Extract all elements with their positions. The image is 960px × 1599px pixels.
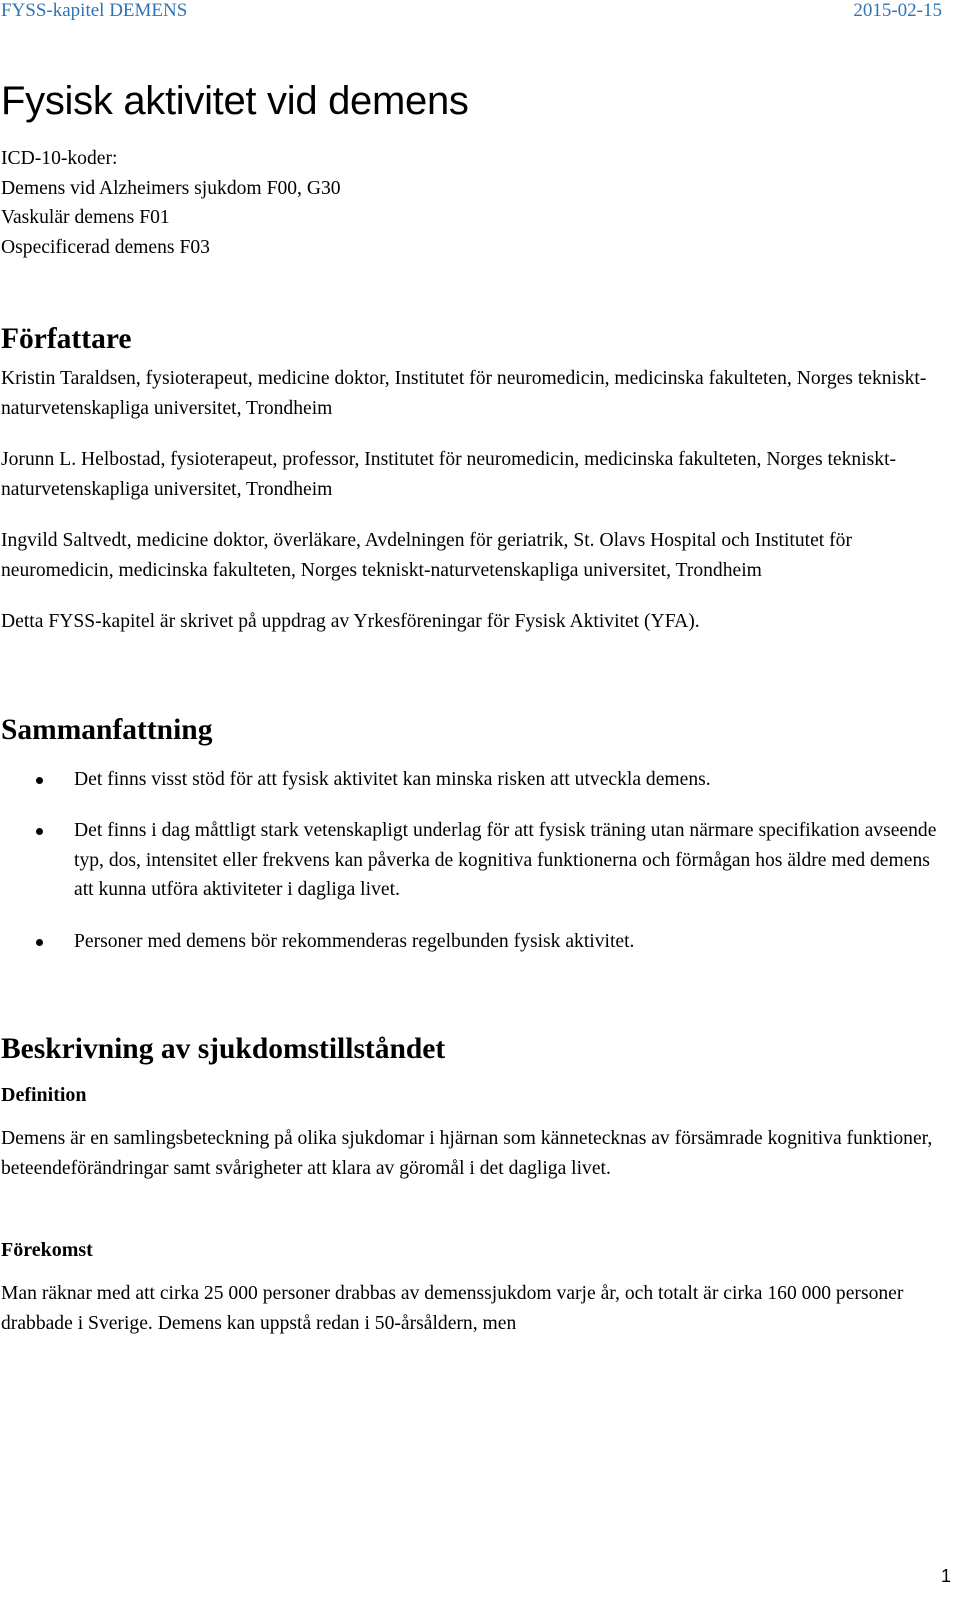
author-taraldsen: Kristin Taraldsen, fysioterapeut, medicine doktor, Institutet för neuromedicin, medicinska fakulteten, Norges tekniskt-naturvetenskapliga universitet, Trondheim	[1, 368, 927, 419]
icd-label: ICD-10-koder:	[1, 148, 118, 169]
running-header	[0, 0, 960, 26]
summary-bullet-text: Det finns visst stöd för att fysisk aktivitet kan minska risken att utveckla demens.	[74, 768, 711, 790]
prevalence-heading: Förekomst	[1, 1239, 93, 1261]
page-number: 1	[940, 1566, 951, 1586]
bullet-icon	[36, 939, 43, 946]
summary-bullet-text: Personer med demens bör rekommenderas regelbunden fysisk aktivitet.	[74, 930, 635, 952]
author-saltvedt: Ingvild Saltvedt, medicine doktor, överläkare, Avdelningen för geriatrik, St. Olavs Hospital och Institutet för neuromedicin, medicinska fakulteten, Norges tekniskt-naturvetenskapliga universitet, Trondheim	[1, 530, 852, 581]
author-helbostad: Jorunn L. Helbostad, fysioterapeut, professor, Institutet för neuromedicin, medicinska fakulteten, Norges tekniskt-naturvetenskapliga universitet, Trondheim	[1, 449, 897, 500]
commission-note: Detta FYSS-kapitel är skrivet på uppdrag av Yrkesföreningar för Fysisk Aktivitet (YFA).	[1, 611, 700, 632]
icd-code-vascular: Vaskulär demens F01	[1, 207, 170, 228]
icd-codes-block	[1, 144, 951, 262]
description-heading: Beskrivning av sjukdomstillståndet	[1, 1033, 446, 1065]
icd-code-alzheimers: Demens vid Alzheimers sjukdom F00, G30	[1, 177, 341, 199]
prevalence-text: Man räknar med att cirka 25 000 personer drabbas av demenssjukdom varje år, och totalt är cirka 160 000 personer drabbade i Sverige. Demens kan uppstå redan i 50-årsåldern, men	[1, 1283, 904, 1334]
list-item	[1, 765, 951, 795]
definition-heading: Definition	[1, 1084, 87, 1106]
bullet-icon	[36, 777, 43, 784]
list-item	[1, 927, 951, 957]
summary-bullet-text: Det finns i dag måttligt stark vetenskapligt underlag för att fysisk träning utan närmare specifikation avseende typ, dos, intensitet eller frekvens kan påverka de kognitiva funktionerna och förmågan hos äldre med demens att kunna utföra aktiviteter i dagliga livet.	[74, 820, 937, 900]
summary-heading: Sammanfattning	[1, 713, 213, 746]
summary-list	[1, 765, 951, 957]
authors-heading: Författare	[1, 323, 132, 355]
list-item	[1, 816, 951, 905]
page-title: Fysisk aktivitet vid demens	[1, 79, 469, 123]
header-chapter-name: FYSS-kapitel DEMENS	[1, 0, 188, 21]
definition-text: Demens är en samlingsbeteckning på olika sjukdomar i hjärnan som kännetecknas av försämrade kognitiva funktioner, beteendeförändringar samt svårigheter att klara av göromål i det dagliga livet.	[1, 1128, 933, 1179]
document-body	[1, 76, 951, 1338]
icd-code-unspecified: Ospecificerad demens F03	[1, 236, 210, 258]
bullet-icon	[36, 828, 43, 835]
header-date: 2015-02-15	[853, 0, 942, 21]
